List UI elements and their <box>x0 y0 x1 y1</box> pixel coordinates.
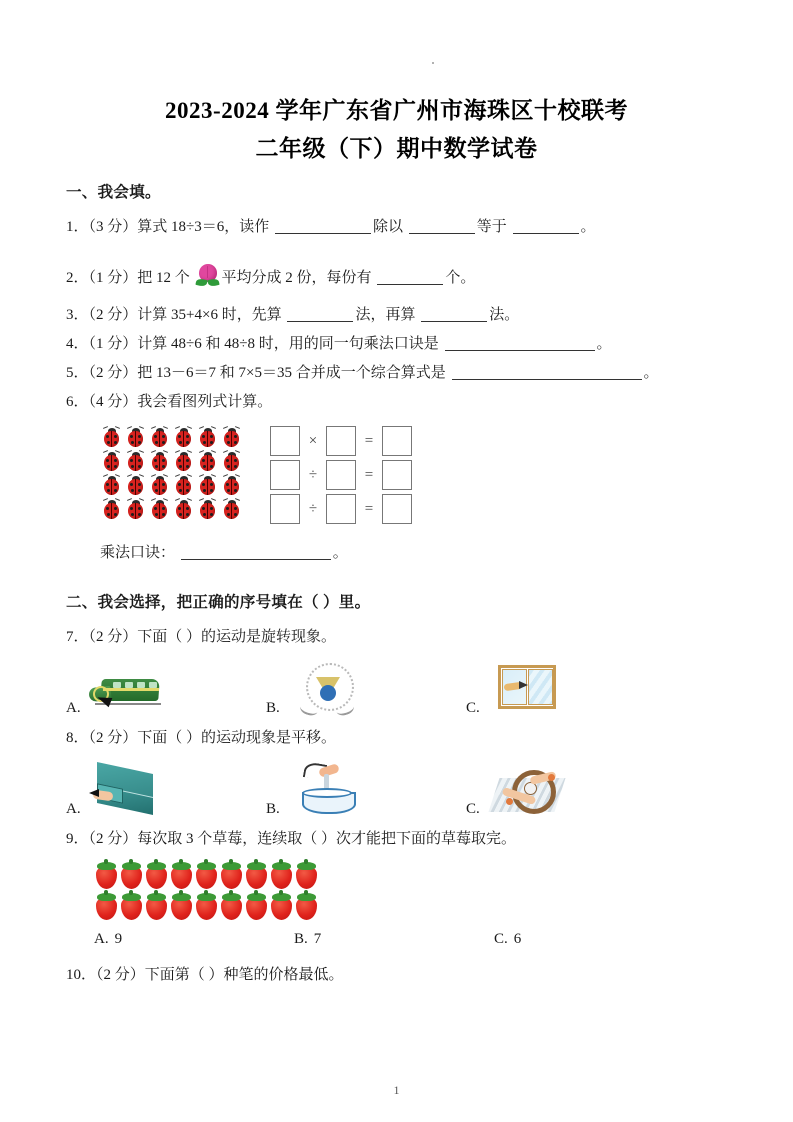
ladybug-icon <box>172 498 196 522</box>
title-line-2: 二年级（下）期中数学试卷 <box>255 136 538 161</box>
question-4-score: （1 分） <box>88 336 138 352</box>
question-9: 9．（2 分）每次取 3 个草莓，连续取（ ）次才能把下面的草莓取完。 <box>66 831 517 847</box>
question-10: 10．（2 分）下面第（ ）种笔的价格最低。 <box>66 967 344 983</box>
strawberry-icon <box>269 890 294 921</box>
strawberry-icon <box>269 859 294 890</box>
steering-wheel-icon <box>486 758 570 818</box>
ladybug-grid <box>100 426 244 522</box>
choice-c[interactable] <box>494 931 694 948</box>
ladybug-icon <box>220 474 244 498</box>
question-3-blank-2[interactable] <box>421 321 487 322</box>
question-1-blank-1[interactable] <box>275 233 371 234</box>
choice-a-label: A. <box>66 700 81 716</box>
ladybug-icon <box>148 498 172 522</box>
question-6-text-a: 我会看图列式计算。 <box>137 394 273 410</box>
question-9-score: （2 分） <box>88 831 138 847</box>
question-1: 1．（3 分）算式 18÷3＝6，读作 除以 等于 。 <box>66 219 596 235</box>
question-4-blank-1[interactable] <box>445 350 595 351</box>
question-5-number: 5 <box>66 365 74 381</box>
question-9-text: 每次取 3 个草莓，连续取（ ）次才能把下面的草莓取完。 <box>137 831 517 847</box>
strawberry-icon <box>169 859 194 890</box>
ladybug-icon <box>148 474 172 498</box>
question-8-score: （2 分） <box>88 730 138 746</box>
question-7-choices <box>66 657 731 717</box>
strawberry-icon <box>94 859 119 890</box>
choice-b-value: 7 <box>313 931 322 947</box>
choice-b[interactable] <box>294 931 494 948</box>
strawberry-icon <box>94 890 119 921</box>
page-title <box>0 92 793 168</box>
question-3-text-a: 计算 35+4×6 时，先算 <box>137 307 282 323</box>
answer-box[interactable] <box>382 494 412 524</box>
answer-box[interactable] <box>326 460 356 490</box>
question-1-text-a: 算式 18÷3＝6，读作 <box>137 219 270 235</box>
question-7-score: （2 分） <box>88 629 138 645</box>
train-icon <box>87 657 171 717</box>
question-6: 6．（4 分）我会看图列式计算。 <box>66 394 273 410</box>
drawer-icon <box>87 758 171 818</box>
peach-icon <box>195 263 221 289</box>
ladybug-icon <box>196 450 220 474</box>
choice-a[interactable] <box>66 758 266 818</box>
question-5-score: （2 分） <box>88 365 138 381</box>
strawberry-icon <box>194 890 219 921</box>
question-1-text-c: 等于 <box>476 219 507 235</box>
ladybug-icon <box>100 474 124 498</box>
question-9-number: 9 <box>66 831 74 847</box>
ladybug-icon <box>220 450 244 474</box>
strawberry-icon <box>119 890 144 921</box>
equals-sign: = <box>364 432 374 449</box>
strawberry-icon <box>219 859 244 890</box>
strawberry-icon <box>294 859 319 890</box>
question-6-subprompt-label: 乘法口诀： <box>100 545 176 561</box>
question-3-text-c: 法。 <box>489 307 520 323</box>
choice-b[interactable] <box>266 657 466 717</box>
strawberry-icon <box>119 859 144 890</box>
question-5-blank-1[interactable] <box>452 379 642 380</box>
question-2-text-a: 把 12 个 <box>137 270 190 286</box>
ladybug-icon <box>124 474 148 498</box>
question-4-text-a: 计算 48÷6 和 48÷8 时，用的同一句乘法口诀是 <box>137 336 439 352</box>
question-5-text-a: 把 13－6＝7 和 7×5＝35 合并成一个综合算式是 <box>137 365 446 381</box>
question-4: 4．（1 分）计算 48÷6 和 48÷8 时，用的同一句乘法口诀是 。 <box>66 336 612 352</box>
choice-a-label: A. <box>94 931 109 947</box>
ladybug-icon <box>148 450 172 474</box>
answer-box[interactable] <box>270 426 300 456</box>
ladybug-icon <box>196 474 220 498</box>
ladybug-icon <box>196 498 220 522</box>
question-4-number: 4 <box>66 336 74 352</box>
answer-box[interactable] <box>382 426 412 456</box>
choice-c-label: C. <box>466 801 480 817</box>
ladybug-icon <box>124 498 148 522</box>
question-2-blank-1[interactable] <box>377 284 443 285</box>
question-2: 2．（1 分）把 12 个 平均分成 2 份，每份有 个。 <box>66 263 731 292</box>
ladybug-icon <box>220 426 244 450</box>
choice-a[interactable] <box>66 657 266 717</box>
choice-a-label: A. <box>66 801 81 817</box>
question-6-subprompt <box>100 540 731 566</box>
equals-sign: = <box>364 466 374 483</box>
strawberry-icon <box>244 859 269 890</box>
operator-multiply: × <box>308 432 318 449</box>
question-2-number: 2 <box>66 270 74 286</box>
question-3-text-b: 法，再算 <box>355 307 416 323</box>
question-1-text-d: 。 <box>580 219 596 235</box>
choice-c-label: C. <box>494 931 508 947</box>
question-7-number: 7 <box>66 629 74 645</box>
choice-b-label: B. <box>266 700 280 716</box>
strawberry-icon <box>244 890 269 921</box>
question-8-number: 8 <box>66 730 74 746</box>
question-4-text-b: 。 <box>596 336 612 352</box>
question-6-subprompt-end: 。 <box>332 545 348 561</box>
equation-boxes <box>270 426 412 524</box>
choice-a-value: 9 <box>114 931 123 947</box>
choice-c[interactable] <box>466 758 666 818</box>
question-1-blank-3[interactable] <box>513 233 579 234</box>
question-3-score: （2 分） <box>88 307 138 323</box>
strawberry-icon <box>219 890 244 921</box>
question-2-text-b: 平均分成 2 份，每份有 <box>221 270 372 286</box>
question-6-figure <box>100 426 731 524</box>
question-5-text-b: 。 <box>643 365 659 381</box>
question-10-score: （2 分） <box>96 967 145 983</box>
ladybug-icon <box>124 450 148 474</box>
answer-box[interactable] <box>326 426 356 456</box>
section-heading-1: 一、我会填。 <box>66 184 161 201</box>
operator-divide: ÷ <box>308 500 318 517</box>
question-9-choices <box>94 931 731 948</box>
question-10-text: 下面第（ ）种笔的价格最低。 <box>144 967 344 983</box>
strawberry-icon <box>169 890 194 921</box>
question-2-score: （1 分） <box>88 270 138 286</box>
answer-box[interactable] <box>382 460 412 490</box>
ladybug-icon <box>148 426 172 450</box>
choice-a[interactable] <box>94 931 294 948</box>
exam-content <box>66 176 731 991</box>
question-2-text-c: 个。 <box>445 270 476 286</box>
question-10-number: 10 <box>66 967 81 983</box>
ladybug-icon <box>100 426 124 450</box>
question-8: 8．（2 分）下面（ ）的运动现象是平移。 <box>66 730 337 746</box>
choice-b-label: B. <box>266 801 280 817</box>
title-line-1: 2023-2024 学年广东省广州市海珠区十校联考 <box>165 98 628 123</box>
question-3-number: 3 <box>66 307 74 323</box>
choice-c-value: 6 <box>513 931 522 947</box>
operator-divide: ÷ <box>308 466 318 483</box>
ladybug-icon <box>172 426 196 450</box>
question-7-text: 下面（ ）的运动是旋转现象。 <box>137 629 337 645</box>
choice-c[interactable] <box>466 657 666 717</box>
ladybug-icon <box>172 450 196 474</box>
question-8-text: 下面（ ）的运动现象是平移。 <box>137 730 337 746</box>
strawberry-grid <box>94 859 731 921</box>
question-3: 3．（2 分）计算 35+4×6 时，先算 法，再算 法。 <box>66 307 520 323</box>
answer-box[interactable] <box>326 494 356 524</box>
strawberry-icon <box>294 890 319 921</box>
choice-b[interactable] <box>266 758 466 818</box>
answer-box[interactable] <box>270 460 300 490</box>
ladybug-icon <box>124 426 148 450</box>
answer-box[interactable] <box>270 494 300 524</box>
question-6-number: 6 <box>66 394 74 410</box>
equation-row-1 <box>270 426 412 456</box>
strawberry-icon <box>194 859 219 890</box>
ladybug-icon <box>220 498 244 522</box>
ladybug-icon <box>100 450 124 474</box>
strawberry-icon <box>144 890 169 921</box>
section-heading-2: 二、我会选择，把正确的序号填在（ ）里。 <box>66 594 371 611</box>
question-1-score: （3 分） <box>88 219 138 235</box>
spinning-top-icon <box>286 657 370 717</box>
question-7: 7．（2 分）下面（ ）的运动是旋转现象。 <box>66 629 337 645</box>
ladybug-icon <box>196 426 220 450</box>
sliding-window-icon <box>486 657 570 717</box>
question-3-blank-1[interactable] <box>287 321 353 322</box>
ladybug-icon <box>172 474 196 498</box>
question-1-text-b: 除以 <box>373 219 404 235</box>
choice-c-label: C. <box>466 700 480 716</box>
question-6-subprompt-blank[interactable] <box>181 559 331 560</box>
equation-row-2 <box>270 460 412 490</box>
choice-b-label: B. <box>294 931 308 947</box>
question-6-score: （4 分） <box>88 394 138 410</box>
page-number: 1 <box>393 1083 400 1097</box>
question-5: 5．（2 分）把 13－6＝7 和 7×5＝35 合并成一个综合算式是 。 <box>66 365 659 381</box>
faucet-icon <box>286 758 370 818</box>
equation-row-3 <box>270 494 412 524</box>
top-corner-mark <box>432 62 434 64</box>
question-1-blank-2[interactable] <box>409 233 475 234</box>
question-8-choices <box>66 758 731 818</box>
ladybug-icon <box>100 498 124 522</box>
question-1-number: 1 <box>66 219 74 235</box>
strawberry-icon <box>144 859 169 890</box>
equals-sign: = <box>364 500 374 517</box>
